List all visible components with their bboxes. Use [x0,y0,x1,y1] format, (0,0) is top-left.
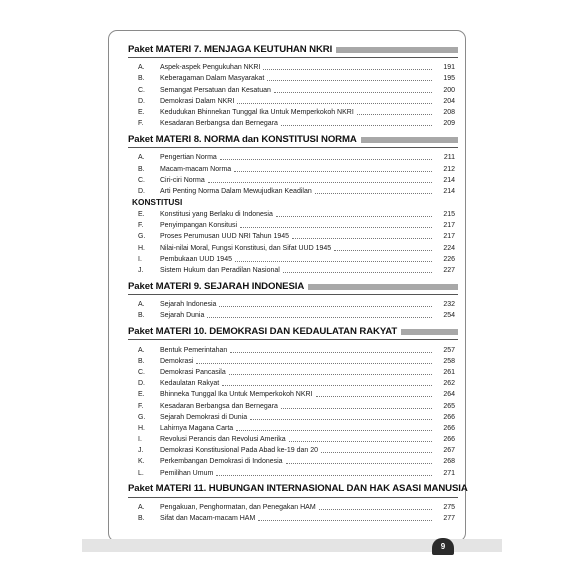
toc-section [128,324,458,477]
table-of-contents [128,41,468,527]
dot-leader [216,475,432,476]
entry-title: Proses Perumusan UUD NRI Tahun 1945 [160,233,290,241]
section-heading-text: Paket MATERI 9. SEJARAH INDONESIA [128,280,305,292]
heading-rule [128,57,458,58]
dot-leader [240,227,432,228]
entry-page: 226 [443,255,455,263]
entry-page: 214 [443,187,455,195]
toc-entry [128,355,458,366]
section-heading [128,279,458,293]
entry-title: Demokrasi Pancasila [160,368,226,376]
dot-leader [208,182,432,183]
entry-title: Demokrasi Konstitusional Pada Abad ke-19 dan 20 [160,447,318,455]
dot-leader [334,250,432,251]
entry-page: 266 [443,436,455,444]
entry-letter: C. [138,176,145,184]
toc-entry [128,230,458,241]
entry-page: 215 [443,211,455,219]
heading-bar [336,47,458,53]
dot-leader [196,363,432,364]
entry-title: Sejarah Indonesia [160,301,217,309]
entry-letter: H. [138,244,145,252]
entry-page: 264 [443,391,455,399]
entry-letter: C. [138,86,145,94]
entry-page: 217 [443,222,455,230]
entry-title: Sejarah Dunia [160,312,205,320]
entry-letter: C. [138,368,145,376]
heading-rule [128,147,458,148]
entry-title: Bentuk Pemerintahan [160,346,228,354]
dot-leader [316,396,432,397]
entry-letter: A. [138,154,145,162]
dot-leader [235,261,432,262]
entry-page: 262 [443,380,455,388]
entry-title: Aspek-aspek Pengukuhan NKRI [160,64,261,72]
dot-leader [230,352,432,353]
entry-title: Sejarah Demokrasi di Dunia [160,413,248,421]
entry-page: 191 [443,64,455,72]
dot-leader [219,306,432,307]
entry-title: Kesadaran Berbangsa dan Bernegara [160,120,278,128]
entry-letter: K. [138,458,145,466]
entry-title: Lahirnya Magana Carta [160,424,234,432]
entry-letter: H. [138,424,145,432]
entry-page: 227 [443,267,455,274]
entry-page: 208 [443,108,455,116]
dot-leader [292,238,432,239]
entry-letter: A. [138,64,145,72]
dot-leader [286,463,432,464]
entry-page: 204 [443,97,455,105]
toc-entry [128,253,458,264]
entry-title: Sistem Hukum dan Peradilan Nasional [160,267,280,274]
entry-title: Pembukaan UUD 1945 [160,255,232,263]
entry-letter: J. [138,267,144,274]
entry-letter: E. [138,211,145,219]
section-heading [128,324,458,338]
entry-title: Semangat Persatuan dan Kesatuan [160,86,271,94]
toc-entry [128,61,458,72]
toc-entry [128,455,458,466]
toc-entry [128,399,458,410]
toc-entry [128,95,458,106]
heading-rule [128,294,458,295]
entry-title: Sifat dan Macam-macam HAM [160,515,256,522]
entry-letter: J. [138,447,144,455]
section-heading-text: Paket MATERI 7. MENJAGA KEUTUHAN NKRI [128,43,333,55]
toc-entry [128,388,458,399]
entry-page: 209 [443,120,455,128]
entry-letter: D. [138,380,145,388]
entry-title: Pemilihan Umum [160,469,214,477]
dot-leader [276,216,432,217]
toc-entry [128,106,458,117]
entry-letter: B. [138,357,145,365]
heading-bar [308,284,458,290]
section-heading [128,482,468,496]
dot-leader [315,193,432,194]
dot-leader [222,385,432,386]
entry-title: Kedaulatan Rakyat [160,380,220,388]
dot-leader [250,419,432,420]
entry-page: 232 [443,301,455,309]
entry-page: 224 [443,244,455,252]
toc-entry [128,501,458,512]
entry-letter: G. [138,413,146,421]
entry-title: Nilai-nilai Moral, Fungsi Konstitusi, dan Sifat UUD 1945 [160,244,332,252]
toc-entry [128,83,458,94]
entry-page: 195 [443,75,455,83]
entry-letter: I. [138,255,142,263]
dot-leader [319,509,432,510]
entry-letter: A. [138,503,145,511]
toc-entry [128,309,458,320]
toc-entry [128,174,458,185]
entry-letter: A. [138,346,145,354]
toc-entry [128,377,458,388]
entry-title: Perkembangan Demokrasi di Indonesia [160,458,283,466]
entry-page: 254 [443,312,455,320]
entry-page: 268 [443,458,455,466]
toc-entry [128,264,458,275]
toc-section [128,132,458,275]
dot-leader [289,441,432,442]
toc-entry [128,422,458,433]
heading-bar [401,329,458,335]
toc-section [128,42,458,128]
entry-page: 266 [443,424,455,432]
heading-rule [128,339,458,340]
heading-bar [361,137,458,143]
entry-title: Demokrasi [160,357,194,365]
entry-letter: I. [138,436,142,444]
entry-letter: D. [138,97,145,105]
dot-leader [281,125,432,126]
toc-entry [128,366,458,377]
entry-title: Ciri-ciri Norma [160,176,205,184]
entry-title: Keberagaman Dalam Masyarakat [160,75,265,83]
entry-title: Konstitusi yang Berlaku di Indonesia [160,211,273,219]
toc-entry [128,151,458,162]
entry-title: Penyimpangan Konsitusi [160,222,238,230]
entry-letter: F. [138,222,144,230]
toc-section [128,279,458,320]
dot-leader [236,430,432,431]
entry-title: Demokrasi Dalam NKRI [160,97,235,105]
subsection-heading: KONSTITUSI [132,196,183,207]
section-heading-text: Paket MATERI 8. NORMA dan KONSTITUSI NORMA [128,133,357,145]
entry-letter: E. [138,391,145,399]
toc-entry [128,241,458,252]
dot-leader [357,114,432,115]
entry-title: Revolusi Perancis dan Revolusi Amerika [160,436,286,444]
dot-leader [229,374,432,375]
toc-entry [128,343,458,354]
entry-title: Kesadaran Berbangsa dan Bernegara [160,402,278,410]
entry-letter: F. [138,402,144,410]
toc-entry [128,298,458,309]
toc-entry [128,117,458,128]
dot-leader [263,69,432,70]
page-number-badge: 9 [432,538,454,555]
entry-page: 261 [443,368,455,376]
section-heading-text: Paket MATERI 10. DEMOKRASI DAN KEDAULATAN RAKYAT [128,325,398,337]
dot-leader [321,452,432,453]
entry-page: 200 [443,86,455,94]
entry-letter: B. [138,312,145,320]
entry-page: 267 [443,447,455,455]
heading-rule [128,497,458,498]
entry-letter: D. [138,187,145,195]
entry-title: Pengakuan, Penghormatan, dan Penegakan HAM [160,503,316,511]
dot-leader [237,103,432,104]
entry-letter: E. [138,108,145,116]
toc-entry [128,444,458,455]
entry-letter: G. [138,233,146,241]
entry-letter: A. [138,301,145,309]
toc-entry [128,512,458,523]
toc-entry [128,185,458,196]
dot-leader [274,92,432,93]
entry-letter: L. [138,469,144,477]
entry-page: 271 [443,469,455,477]
entry-letter: B. [138,515,145,522]
toc-entry [128,466,458,477]
entry-page: 212 [443,165,455,173]
entry-title: Macam-macam Norma [160,165,232,173]
dot-leader [283,272,432,273]
entry-letter: B. [138,165,145,173]
toc-entry [128,433,458,444]
toc-entry [128,162,458,173]
section-heading [128,42,458,56]
dot-leader [258,520,432,521]
entry-letter: B. [138,75,145,83]
entry-page: 266 [443,413,455,421]
dot-leader [207,317,432,318]
entry-title: Bhinneka Tunggal Ika Untuk Memperkokoh NKRI [160,391,313,399]
toc-entry [128,219,458,230]
dot-leader [234,171,432,172]
entry-title: Arti Penting Norma Dalam Mewujudkan Keadilan [160,187,312,195]
toc-entry [128,208,458,219]
toc-entry [128,411,458,422]
dot-leader [281,408,432,409]
entry-page: 265 [443,402,455,410]
entry-letter: F. [138,120,144,128]
dot-leader [267,80,432,81]
entry-title: Pengertian Norma [160,154,217,162]
toc-section [128,482,468,523]
entry-page: 275 [443,503,455,511]
dot-leader [220,159,432,160]
entry-page: 258 [443,357,455,365]
entry-page: 211 [443,154,455,162]
entry-title: Kedudukan Bhinnekan Tunggal Ika Untuk Memperkokoh NKRI [160,108,354,116]
toc-entry [128,72,458,83]
entry-page: 214 [443,176,455,184]
entry-page: 257 [443,346,455,354]
section-heading-text: Paket MATERI 11. HUBUNGAN INTERNASIONAL DAN HAK ASASI MANUSIA [128,483,468,495]
entry-page: 277 [443,515,455,522]
section-heading [128,132,458,146]
entry-page: 217 [443,233,455,241]
